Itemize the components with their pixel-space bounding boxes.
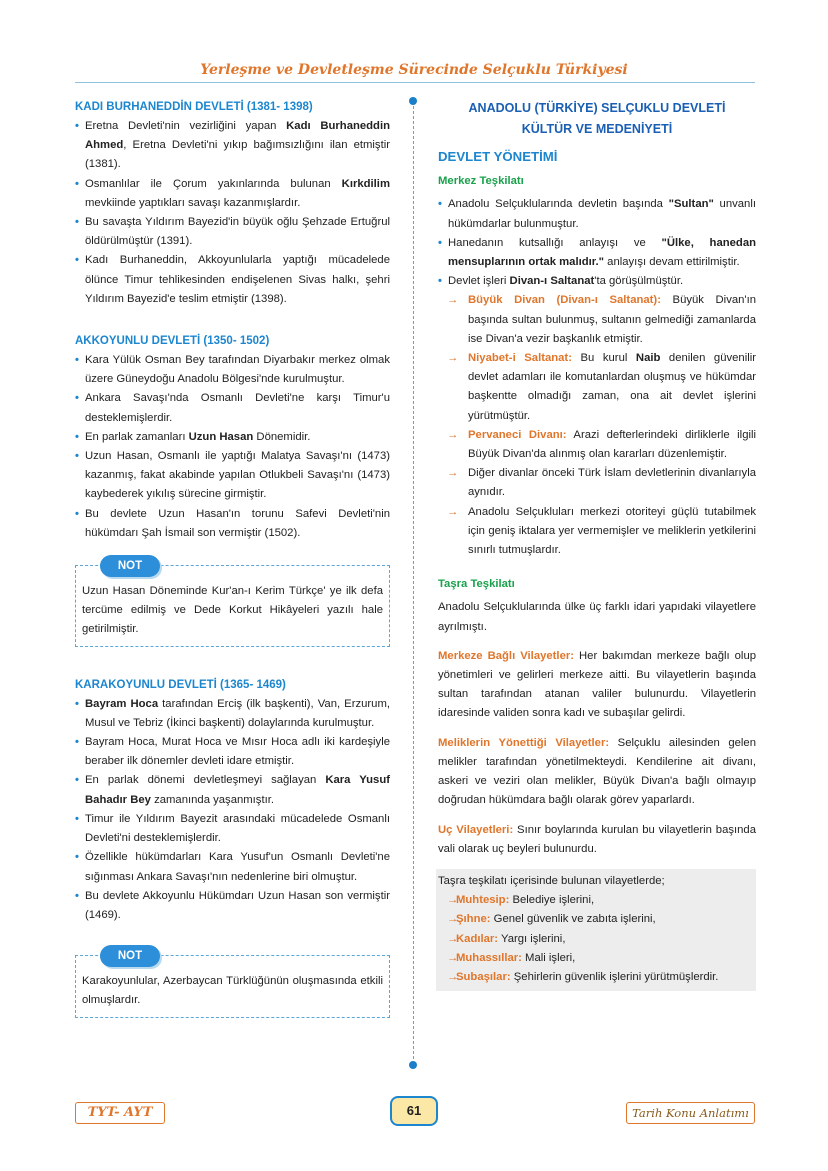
note-badge: NOT: [100, 945, 160, 967]
right-column: [438, 98, 756, 991]
list-item: • Ankara Savaşı'nda Osmanlı Devleti'ne karşı Timur'u desteklemişlerdir.: [75, 389, 390, 427]
note-text: Uzun Hasan Döneminde Kur'an-ı Kerim Türkçe' ye ilk defa tercüme edilmiş ve Dede Korkut Hikâyeleri yazılı hale getirilmiştir.: [82, 585, 383, 636]
main-title-line-1: ANADOLU (TÜRKİYE) SELÇUKLU DEVLETİ: [468, 101, 726, 115]
list-item: • Kadı Burhaneddin, Akkoyunlularla yaptığı mücadelede ölünce Timur tehlikesinden endişelenen Sivas halkı, şehri Yıldırım Bayezid'e teslim etmiştir (1398).: [75, 251, 390, 309]
devlet-yonetimi-heading: DEVLET YÖNETİMİ: [438, 149, 558, 164]
list-item: • Timur ile Yıldırım Bayezit arasındaki mücadelede Osmanlı Devleti'ni desteklemişlerdir.: [75, 810, 390, 848]
merkez-list: [438, 195, 756, 291]
list-item: • Eretna Devleti'nin vezirliğini yapan Kadı Burhaneddin Ahmed, Eretna Devleti'ni yıkıp bağımsızlığını ilan etmiştir (1381).: [75, 117, 390, 175]
list-item: → Muhtesip: Belediye işlerini,: [438, 891, 752, 910]
list-item: → Pervaneci Divanı: Arazi defterlerindeki dirliklerle ilgili Büyük Divan'da alınmış olan kararları düzenlemiştir.: [438, 426, 756, 464]
officials-box: [436, 869, 756, 991]
note-text: Karakoyunlular, Azerbaycan Türklüğünün oluşmasında etkili olmuşlardır.: [82, 975, 383, 1007]
list-item: • Özellikle hükümdarları Kara Yusuf'un Osmanlı Devleti'ne sığınması Ankara Savaşı'nın nedenlerine biri olmuştur.: [75, 848, 390, 886]
note-box-karakoyunlu: [75, 950, 390, 1017]
officials-intro: Taşra teşkilatı içerisinde bulunan vilayetlerde;: [438, 874, 665, 887]
list-item: → Anadolu Selçukluları merkezi otoriteyi güçlü tutabilmek için geniş iktalara yer vermemişler ve meliklerin yetkilerini sınırlı tutmuşlardır.: [438, 503, 756, 561]
list-item: • Anadolu Selçuklularında devletin başında "Sultan" unvanlı hükümdarlar bulunmuştur.: [438, 195, 756, 233]
note-badge: NOT: [100, 555, 160, 577]
running-header: Yerleşme ve Devletleşme Sürecinde Selçuklu Türkiyesi: [200, 62, 628, 78]
list-item: • En parlak dönemi devletleşmeyi sağlayan Kara Yusuf Bahadır Bey zamanında yaşanmıştır.: [75, 771, 390, 809]
list-item: • Bayram Hoca, Murat Hoca ve Mısır Hoca adlı iki kardeşiyle beraber ilk dönemler devleti idare etmiştir.: [75, 733, 390, 771]
melikler-paragraph: Meliklerin Yönettiği Vilayetler: Selçuklu ailesinden gelen melikler tarafından yönetilmekteydi. Kendilerine ait divanı, askeri ve veziri olan melikler, Büyük Divan'a bağlı olmayıp doğrudan hükümdara bağlı olarak görev yaparlardı.: [438, 736, 756, 807]
officials-list: [438, 891, 752, 987]
kadi-burhaneddin-title: KADI BURHANEDDİN DEVLETİ (1381- 1398): [75, 101, 313, 113]
divan-list: [438, 291, 756, 560]
divider-dot-bottom: [409, 1061, 417, 1069]
list-item: • Devlet işleri Divan-ı Saltanat'ta görüşülmüştür.: [438, 272, 756, 291]
list-item: • Kara Yülük Osman Bey tarafından Diyarbakır merkez olmak üzere Güneydoğu Anadolu Bölgesi'nde kurulmuştur.: [75, 351, 390, 389]
list-item: → Büyük Divan (Divan-ı Saltanat): Büyük Divan'ın başında sultan bulunmuş, sultanın gelmediği zamanlarda ise Divan'a vezir başkanlık etmiştir.: [438, 291, 756, 349]
list-item: • Osmanlılar ile Çorum yakınlarında bulunan Kırkdilim mevkiinde yaptıkları savaşı kazanmışlardır.: [75, 175, 390, 213]
tasra-intro: Anadolu Selçuklularında ülke üç farklı idari yapıdaki vilayetlere ayrılmıştı.: [438, 601, 756, 633]
list-item: • Bayram Hoca tarafından Erciş (ilk başkenti), Van, Erzurum, Musul ve Tebriz (İkinci başkenti) dolaylarında kurulmuştur.: [75, 695, 390, 733]
merkez-teskilati-heading: Merkez Teşkilatı: [438, 175, 524, 188]
list-item: • Bu devlete Uzun Hasan'ın torunu Safevi Devleti'nin hükümdarı Şah İsmail son vermiştir (1502).: [75, 505, 390, 543]
footer-exam-label: TYT- AYT: [75, 1102, 165, 1124]
list-item: • Uzun Hasan, Osmanlı ile yaptığı Malatya Savaşı'nı (1473) kazanmış, fakat akabinde yapılan Otlukbeli Savaşı'nı (1473) kaybederek yıkılış sürecine girmiştir.: [75, 447, 390, 505]
list-item: → Kadılar: Yargı işlerini,: [438, 930, 752, 949]
column-divider: [413, 101, 414, 1059]
kadi-list: [75, 117, 390, 309]
merkeze-bagli-paragraph: Merkeze Bağlı Vilayetler: Her bakımdan merkeze bağlı olup yönetimleri ve gelirleri merkeze aitti. Bu vilayetlerin başında sultan tarafından atanan valiler bulunurdu. Vilayetlerin idaresinde validen sonra kadı ve subaşılar gelirdi.: [438, 649, 757, 720]
left-column: [75, 98, 390, 1018]
akkoyunlu-title: AKKOYUNLU DEVLETİ (1350- 1502): [75, 335, 270, 348]
akkoyunlu-list: [75, 351, 390, 543]
uc-vilayetleri-paragraph: Uç Vilayetleri: Sınır boylarında kurulan bu vilayetlerin başında vali olarak uç beyleri bulunurdu.: [438, 823, 756, 855]
list-item: → Şıhne: Genel güvenlik ve zabıta işlerini,: [438, 910, 752, 929]
note-box-akkoyunlu: [75, 560, 390, 647]
list-item: → Niyabet-i Saltanat: Bu kurul Naib denilen güvenilir devlet adamları ile komutanlardan oluşmuş ve hükümdar başkentte olmadığı zaman, ona ait devlet işlerini yürütmüştür.: [438, 349, 756, 426]
page-number: 61: [390, 1096, 438, 1126]
list-item: • Hanedanın kutsallığı anlayışı ve "Ülke, hanedan mensuplarının ortak malıdır." anlayışı devam ettirilmiştir.: [438, 234, 756, 272]
list-item: • Bu devlete Akkoyunlu Hükümdarı Uzun Hasan son vermiştir (1469).: [75, 887, 390, 925]
list-item: → Subaşılar: Şehirlerin güvenlik işlerini yürütmüşlerdir.: [438, 968, 752, 987]
list-item: • Bu savaşta Yıldırım Bayezid'in büyük oğlu Şehzade Ertuğrul öldürülmüştür (1391).: [75, 213, 390, 251]
list-item: → Diğer divanlar önceki Türk İslam devletlerinin divanlarıyla aynıdır.: [438, 464, 756, 502]
karakoyunlu-title: KARAKOYUNLU DEVLETİ (1365- 1469): [75, 678, 286, 691]
list-item: • En parlak zamanları Uzun Hasan Dönemidir.: [75, 428, 390, 447]
karakoyunlu-list: [75, 695, 390, 925]
header-rule: [75, 82, 755, 83]
main-title-line-2: KÜLTÜR VE MEDENİYETİ: [521, 122, 673, 136]
footer-book-label: Tarih Konu Anlatımı: [626, 1102, 755, 1124]
tasra-teskilati-heading: Taşra Teşkilatı: [438, 578, 515, 591]
list-item: → Muhassıllar: Mali işleri,: [438, 949, 752, 968]
divider-dot-top: [409, 97, 417, 105]
